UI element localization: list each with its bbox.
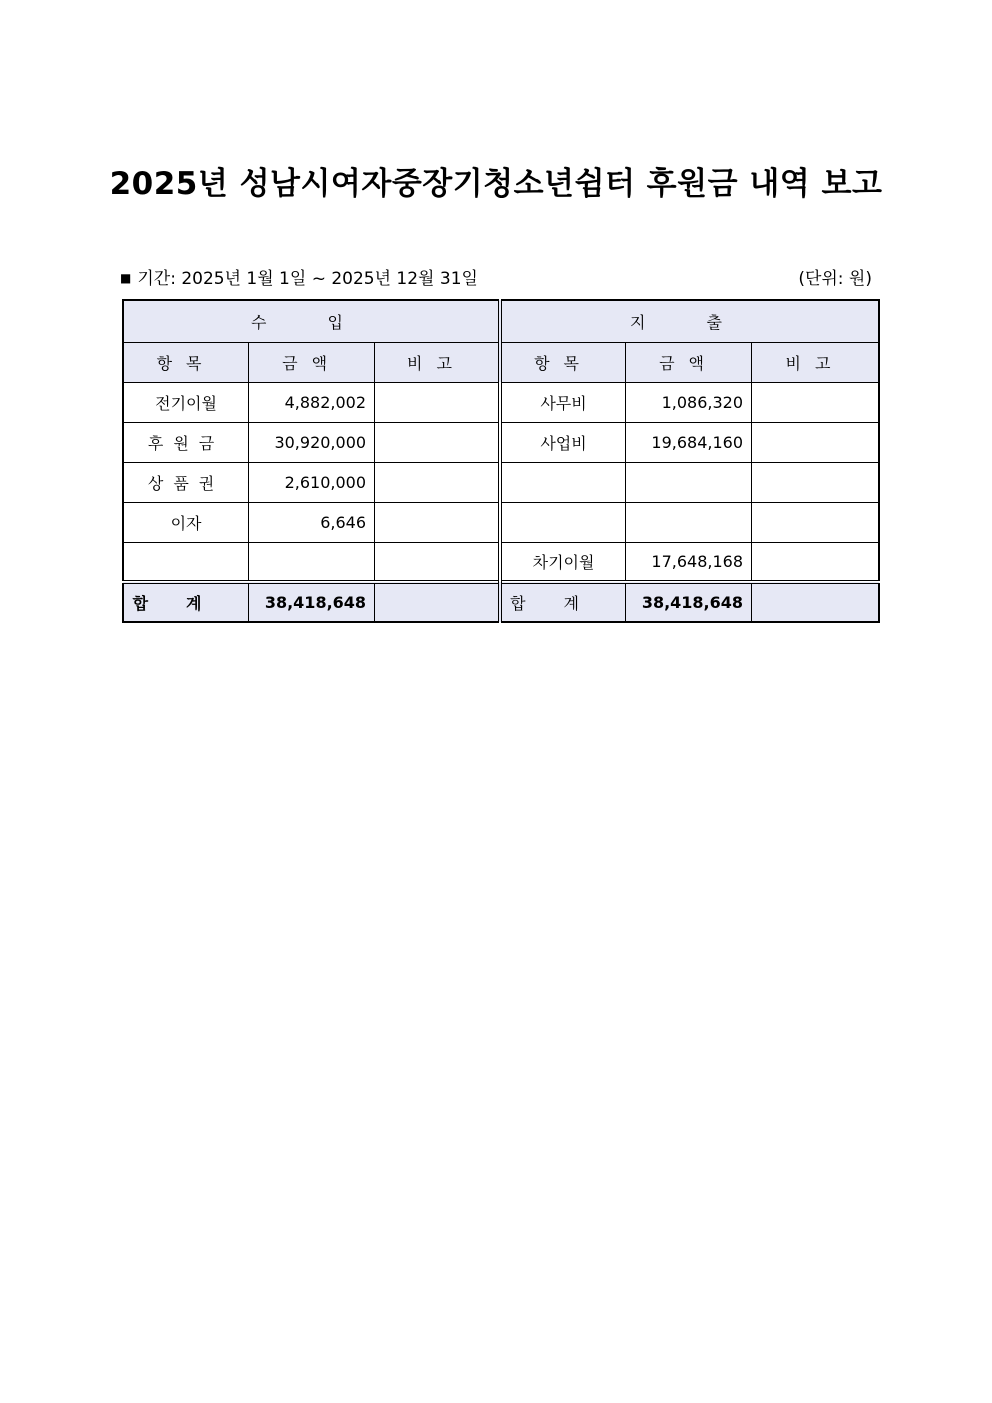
donation-report-table bbox=[122, 299, 880, 623]
income-item bbox=[123, 542, 249, 582]
income-note bbox=[375, 462, 500, 502]
expense-amount: 19,684,160 bbox=[626, 422, 752, 462]
expense-item: 사무비 bbox=[500, 382, 626, 422]
income-total-label: 합계 bbox=[123, 582, 249, 622]
expense-note bbox=[752, 462, 879, 502]
income-item: 이자 bbox=[123, 502, 249, 542]
report-meta bbox=[120, 264, 876, 288]
expense-total-note bbox=[752, 582, 879, 622]
income-amount: 2,610,000 bbox=[249, 462, 375, 502]
square-bullet-icon: ■ bbox=[120, 271, 132, 285]
expense-item-header: 항목 bbox=[500, 342, 626, 382]
total-row bbox=[123, 582, 879, 622]
table-row bbox=[123, 462, 879, 502]
income-item: 전기이월 bbox=[123, 382, 249, 422]
expense-item: 차기이월 bbox=[500, 542, 626, 582]
expense-total-label: 합계 bbox=[500, 582, 626, 622]
income-amount: 30,920,000 bbox=[249, 422, 375, 462]
income-note bbox=[375, 422, 500, 462]
expense-note bbox=[752, 502, 879, 542]
expense-note bbox=[752, 542, 879, 582]
income-note bbox=[375, 502, 500, 542]
expense-header: 지 출 bbox=[500, 300, 879, 342]
section-header-row bbox=[123, 300, 879, 342]
table-row bbox=[123, 382, 879, 422]
table-row bbox=[123, 422, 879, 462]
income-item: 후원금 bbox=[123, 422, 249, 462]
expense-item bbox=[500, 462, 626, 502]
income-amount: 4,882,002 bbox=[249, 382, 375, 422]
column-header-row bbox=[123, 342, 879, 382]
income-amount: 6,646 bbox=[249, 502, 375, 542]
income-header: 수 입 bbox=[123, 300, 500, 342]
expense-note bbox=[752, 382, 879, 422]
income-total-amount: 38,418,648 bbox=[249, 582, 375, 622]
expense-item bbox=[500, 502, 626, 542]
income-amount-header: 금액 bbox=[249, 342, 375, 382]
expense-amount bbox=[626, 462, 752, 502]
page-title: 2025년 성남시여자중장기청소년쉼터 후원금 내역 보고 bbox=[109, 166, 883, 202]
unit-label: (단위: 원) bbox=[798, 269, 872, 289]
expense-note bbox=[752, 422, 879, 462]
income-item-header: 항목 bbox=[123, 342, 249, 382]
table-row bbox=[123, 502, 879, 542]
period-text: 기간: 2025년 1월 1일 ~ 2025년 12월 31일 bbox=[137, 269, 478, 289]
income-amount bbox=[249, 542, 375, 582]
expense-item: 사업비 bbox=[500, 422, 626, 462]
expense-amount-header: 금액 bbox=[626, 342, 752, 382]
expense-total-amount: 38,418,648 bbox=[626, 582, 752, 622]
income-item: 상품권 bbox=[123, 462, 249, 502]
period-line bbox=[120, 264, 478, 289]
expense-amount: 1,086,320 bbox=[626, 382, 752, 422]
expense-amount bbox=[626, 502, 752, 542]
income-note-header: 비고 bbox=[375, 342, 500, 382]
table-row bbox=[123, 542, 879, 582]
expense-note-header: 비고 bbox=[752, 342, 879, 382]
income-total-note bbox=[375, 582, 500, 622]
expense-amount: 17,648,168 bbox=[626, 542, 752, 582]
income-note bbox=[375, 382, 500, 422]
income-note bbox=[375, 542, 500, 582]
